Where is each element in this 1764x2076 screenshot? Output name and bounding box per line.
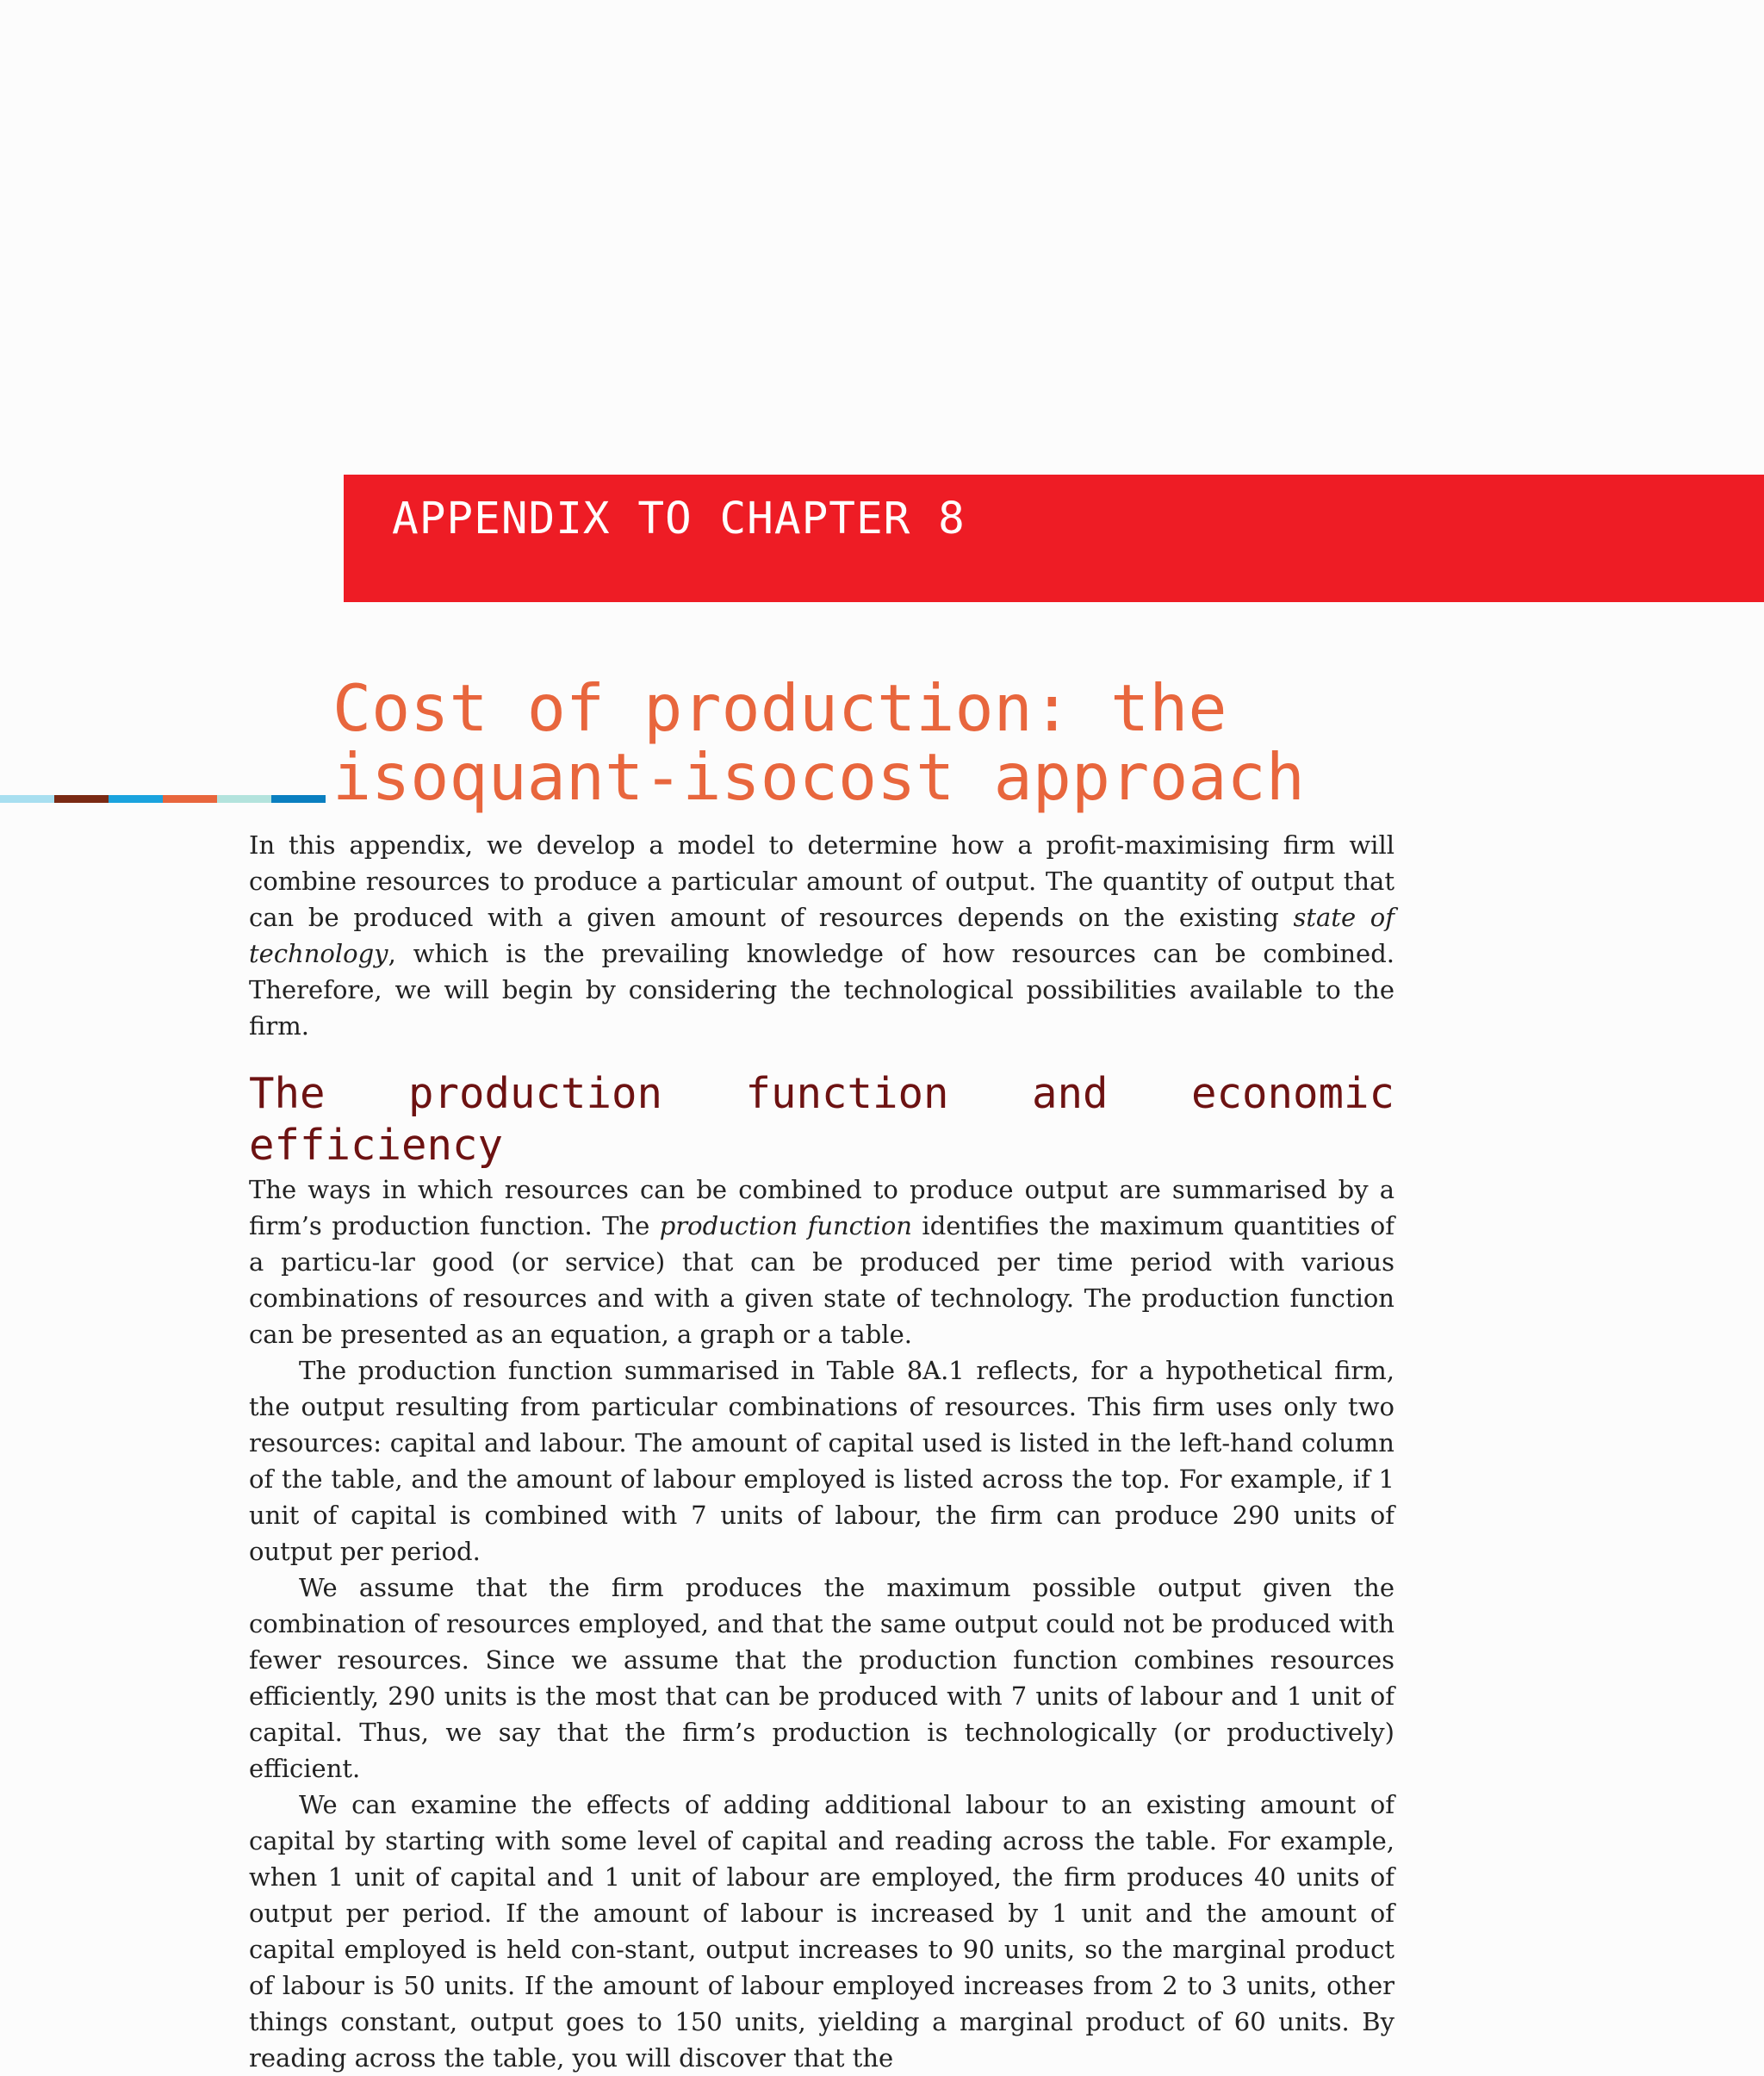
title-line-1: Cost of production: the	[332, 670, 1227, 746]
accent-segment-2	[54, 795, 109, 803]
intro-text-a: In this appendix, we develop a model to determine how a profit-maximising firm will combine resources to produce a particular amount of output. The quantity of output that can be produced with a given amount of resources depends on the existing	[249, 830, 1394, 932]
accent-segment-6	[271, 795, 326, 803]
accent-segment-3	[109, 795, 163, 803]
section-heading: The production function and economic efficiency	[249, 1069, 1394, 1170]
section-paragraph-4: We can examine the effects of adding additional labour to an existing amount of capital by starting with some level of capital and reading across the table. For example, when 1 unit of capital and 1 unit of labour are employed, the firm produces 40 units of output per period. If the amount of labour is increased by 1 unit and the amount of capital employed is held con-stant, output increases to 90 units, so the marginal product of labour is 50 units. If the amount of labour employed increases from 2 to 3 units, other things constant, output goes to 150 units, yielding a marginal product of 60 units. By reading across the table, you will discover that the	[249, 1790, 1394, 2073]
banner-label: APPENDIX TO CHAPTER 8	[392, 494, 966, 544]
section-paragraph-1	[249, 1172, 1394, 1352]
page-title	[332, 670, 1305, 815]
accent-segment-4	[163, 795, 217, 803]
intro-term: state of technology	[249, 903, 1394, 968]
chapter-banner	[344, 475, 1764, 602]
section-paragraph-3: We assume that the firm produces the maximum possible output given the combination of resources employed, and that the same output could not be produced with fewer resources. Since we assume that the production function combines resources efficiently, 290 units is the most that can be produced with 7 units of labour and 1 unit of capital. Thus, we say that the firm’s production is technologically (or productively) efficient.	[249, 1573, 1394, 1783]
accent-segment-5	[217, 795, 271, 803]
accent-segment-1	[0, 795, 54, 803]
section-paragraph-2: The production function summarised in Table 8A.1 reflects, for a hypothetical firm, the output resulting from particular combinations of resources. This firm uses only two resources: capital and labour. The amount of capital used is listed in the left-hand column of the table, and the amount of labour employed is listed across the top. For example, if 1 unit of capital is combined with 7 units of labour, the firm can produce 290 units of output per period.	[249, 1356, 1394, 1566]
intro-paragraph	[249, 827, 1394, 1044]
accent-color-bar	[0, 795, 326, 803]
p1-term: production function	[659, 1211, 912, 1240]
body-text	[249, 827, 1394, 2076]
intro-text-b: , which is the prevailing knowledge of how resources can be combined. Therefore, we will begin by considering the technological possibilities available to the firm.	[249, 939, 1394, 1041]
p1-text-b: identifies the maximum quantities of a particu-lar good (or service) that can be produced per time period with various combinations of resources and with a given state of technology. The production function can be presented as an equation, a graph or a table.	[249, 1211, 1394, 1349]
title-line-2: isoquant-isocost approach	[332, 739, 1305, 815]
p1-text-a: The ways in which resources can be combined to produce output are summarised by a firm’s production function. The	[249, 1175, 1394, 1240]
